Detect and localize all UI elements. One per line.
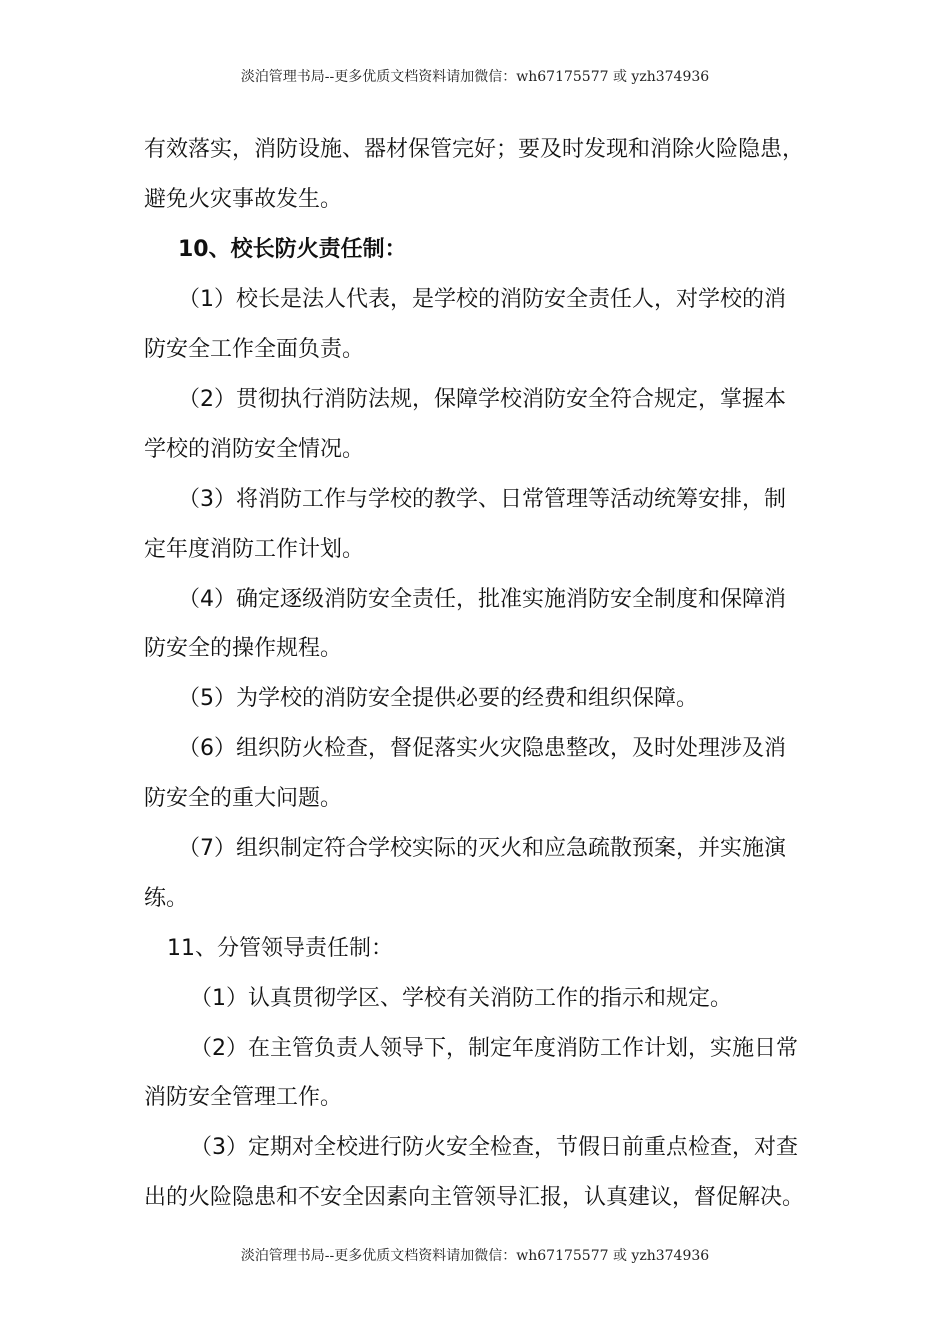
text-line: （2）贯彻执行消防法规，保障学校消防安全符合规定，掌握本 [178,387,786,412]
text-line: 消防安全管理工作。 [144,1085,343,1110]
text-line: 避免火灾事故发生。 [144,187,343,212]
text-line: （7）组织制定符合学校实际的灭火和应急疏散预案，并实施演 [178,836,786,861]
text-line: （1）校长是法人代表，是学校的消防安全责任人，对学校的消 [178,287,786,312]
text-line: （3）定期对全校进行防火安全检查，节假日前重点检查，对查 [190,1135,798,1160]
text-line: 有效落实，消防设施、器材保管完好；要及时发现和消除火险隐患， [144,137,805,162]
text-line: （5）为学校的消防安全提供必要的经费和组织保障。 [178,686,698,711]
text-line: 防安全工作全面负责。 [144,337,365,362]
text-line: （1）认真贯彻学区、学校有关消防工作的指示和规定。 [190,986,732,1011]
text-line: 练。 [144,886,189,911]
text-line: 防安全的操作规程。 [144,636,343,661]
text-line: 防安全的重大问题。 [144,786,343,811]
section-heading: 10、校长防火责任制： [178,237,407,262]
text-line: 定年度消防工作计划。 [144,537,365,562]
page-footer: 淡泊管理书局--更多优质文档资料请加微信：wh67175577 或 yzh374936 [240,1248,710,1264]
text-line: （2）在主管负责人领导下，制定年度消防工作计划，实施日常 [190,1036,798,1061]
text-line: （3）将消防工作与学校的教学、日常管理等活动统筹安排，制 [178,487,786,512]
page-header: 淡泊管理书局--更多优质文档资料请加微信：wh67175577 或 yzh374936 [240,69,710,85]
text-line: （6）组织防火检查，督促落实火灾隐患整改，及时处理涉及消 [178,736,786,761]
text-line: （4）确定逐级消防安全责任，批准实施消防安全制度和保障消 [178,587,786,612]
section-heading: 11、分管领导责任制： [167,936,393,961]
text-line: 出的火险隐患和不安全因素向主管领导汇报，认真建议，督促解决。 [144,1185,805,1210]
text-line: 学校的消防安全情况。 [144,437,365,462]
